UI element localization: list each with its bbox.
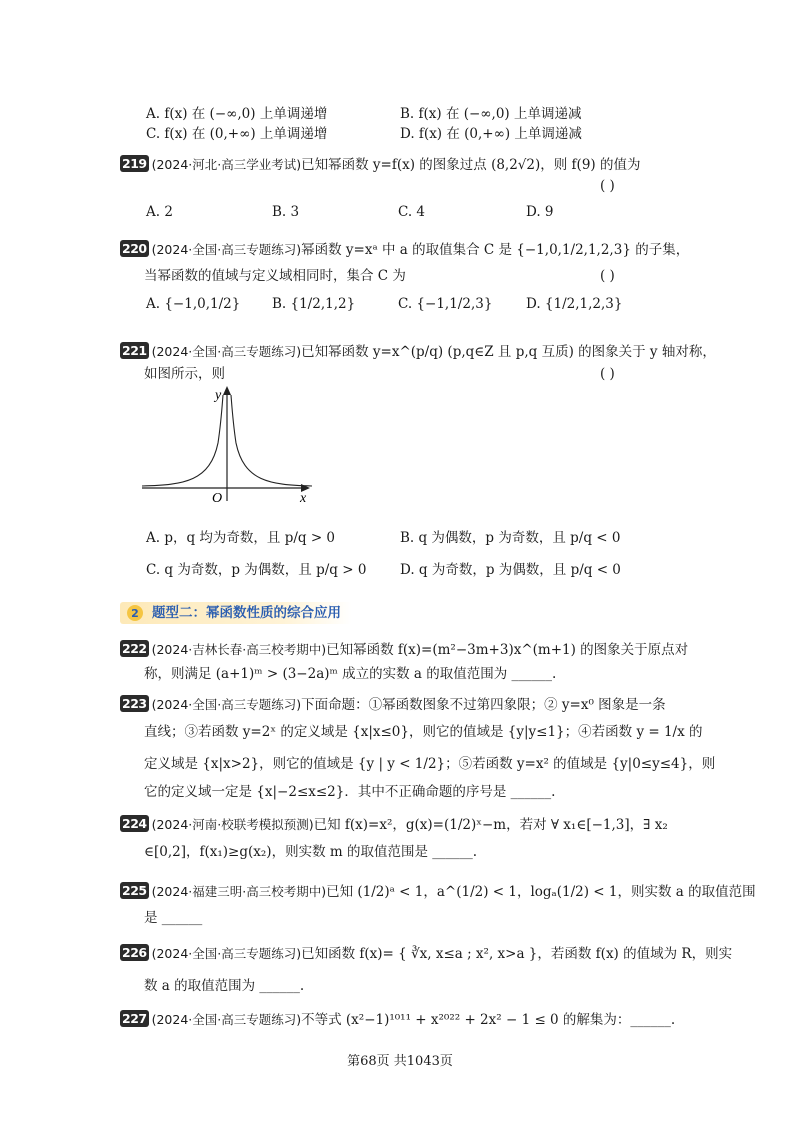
q220-option-a: A. {−1,0,1/2} xyxy=(146,296,241,312)
q218-option-b: B. f(x) 在 (−∞,0) 上单调递减 xyxy=(400,106,582,122)
question-220 xyxy=(120,240,689,260)
q219-option-b: B. 3 xyxy=(272,204,300,220)
x-axis-label: x xyxy=(300,491,307,503)
power-function-graph xyxy=(140,383,320,503)
question-number: 222 xyxy=(122,641,147,656)
question-text: 已知幂函数 y=f(x) 的图象过点 (8,2√2)，则 f(9) 的值为 xyxy=(301,157,641,173)
question-text: 已知 (1/2)ᵃ < 1，a^(1/2) < 1，logₐ(1/2) < 1，则实数 a 的取值范围 xyxy=(326,884,756,900)
q219-option-a: A. 2 xyxy=(146,204,173,220)
question-number: 225 xyxy=(122,883,147,898)
question-number: 224 xyxy=(122,816,147,831)
section-badge-icon xyxy=(124,603,146,623)
question-text-line2: ∈[0,2]，f(x₁)≥g(x₂)，则实数 m 的取值范围是 ______. xyxy=(144,844,478,860)
question-text-line3: 定义域是 {x|x>2}，则它的值域是 {y | y < 1/2}；⑤若函数 y=x² 的值域是 {y|0≤y≤4}，则 xyxy=(144,756,716,772)
answer-paren: ( ) xyxy=(600,178,615,194)
question-text: 不等式 (x²−1)¹⁰¹¹ + x²⁰²² + 2x² − 1 ≤ 0 的解集为：______. xyxy=(301,1012,676,1028)
question-number: 221 xyxy=(122,343,147,358)
question-source: (2024·河北·高三学业考试) xyxy=(151,157,302,172)
question-source: (2024·全国·高三专题练习) xyxy=(151,946,302,961)
question-text-line2: 如图所示，则 xyxy=(144,366,225,382)
question-text-line2: 数 a 的取值范围为 ______. xyxy=(144,978,305,994)
question-227 xyxy=(120,1010,675,1030)
question-number: 219 xyxy=(122,156,147,171)
section-title: 题型二：幂函数性质的综合应用 xyxy=(152,605,341,621)
curve-right-branch xyxy=(231,395,312,486)
question-source: (2024·全国·高三专题练习) xyxy=(151,697,302,712)
question-number: 227 xyxy=(122,1011,147,1026)
page-footer: 第68页 共1043页 xyxy=(347,1054,453,1069)
question-source: (2024·全国·高三专题练习) xyxy=(151,344,302,359)
answer-paren: ( ) xyxy=(600,268,615,284)
question-text: 已知幂函数 f(x)=(m²−3m+3)x^(m+1) 的图象关于原点对 xyxy=(326,642,689,658)
q221-option-d: D. q 为奇数，p 为偶数，且 p/q < 0 xyxy=(400,562,621,578)
question-source: (2024·福建三明·高三校考期中) xyxy=(151,884,327,899)
q218-option-a: A. f(x) 在 (−∞,0) 上单调递增 xyxy=(146,106,328,122)
q220-option-d: D. {1/2,1,2,3} xyxy=(526,296,623,312)
question-text: 已知幂函数 y=x^(p/q) (p,q∈Z 且 p,q 互质) 的图象关于 y 轴对称， xyxy=(301,344,716,360)
q219-option-c: C. 4 xyxy=(398,204,426,220)
question-source: (2024·全国·高三专题练习) xyxy=(151,242,302,257)
question-224 xyxy=(120,815,668,835)
q221-option-a: A. p，q 均为奇数，且 p/q > 0 xyxy=(146,530,336,546)
q218-option-c: C. f(x) 在 (0,+∞) 上单调递增 xyxy=(146,126,328,142)
question-226 xyxy=(120,944,732,964)
q220-option-b: B. {1/2,1,2} xyxy=(272,296,356,312)
question-text: 已知 f(x)=x²，g(x)=(1/2)ˣ−m，若对 ∀ x₁∈[−1,3]，∃ x₂ xyxy=(313,817,668,833)
question-222 xyxy=(120,640,688,660)
question-text: 下面命题：①幂函数图象不过第四象限；② y=x⁰ 图象是一条 xyxy=(301,697,666,713)
question-text-line2: 直线；③若函数 y=2ˣ 的定义域是 {x|x≤0}，则它的值域是 {y|y≤1}；④若函数 y = 1/x 的 xyxy=(144,724,703,740)
answer-paren: ( ) xyxy=(600,366,615,382)
y-axis-arrow xyxy=(223,386,231,395)
question-source: (2024·河南·校联考模拟预测) xyxy=(151,817,314,832)
question-source: (2024·全国·高三专题练习) xyxy=(151,1012,302,1027)
y-axis-label: y xyxy=(215,388,222,403)
question-221 xyxy=(120,342,716,362)
question-source: (2024·吉林长春·高三校考期中) xyxy=(151,642,327,657)
q219-option-d: D. 9 xyxy=(526,204,554,220)
origin-label: O xyxy=(212,491,223,503)
q221-option-b: B. q 为偶数，p 为奇数，且 p/q < 0 xyxy=(400,530,621,546)
question-number: 220 xyxy=(122,241,147,256)
question-number: 226 xyxy=(122,945,147,960)
question-text: 幂函数 y=xᵃ 中 a 的取值集合 C 是 {−1,0,1/2,1,2,3} 的子集， xyxy=(301,242,690,258)
question-text-line2: 是 ______ xyxy=(144,910,203,926)
question-text: 已知函数 f(x)= { ∛x, x≤a ; x², x>a }，若函数 f(x) 的值域为 R，则实 xyxy=(301,946,733,962)
question-text-line2: 当幂函数的值域与定义域相同时，集合 C 为 xyxy=(144,268,406,284)
q220-option-c: C. {−1,1/2,3} xyxy=(398,296,493,312)
section-badge-number: 2 xyxy=(131,607,139,620)
curve-left-branch xyxy=(142,395,223,486)
question-number: 223 xyxy=(122,696,147,711)
q221-option-c: C. q 为奇数，p 为偶数，且 p/q > 0 xyxy=(146,562,367,578)
question-219 xyxy=(120,155,640,175)
q218-option-d: D. f(x) 在 (0,+∞) 上单调递减 xyxy=(400,126,582,142)
question-text-line2: 称，则满足 (a+1)ᵐ > (3−2a)ᵐ 成立的实数 a 的取值范围为 ______. xyxy=(144,666,557,682)
question-225 xyxy=(120,882,756,902)
question-223 xyxy=(120,695,666,715)
question-text-line4: 它的定义域一定是 {x|−2≤x≤2}．其中不正确命题的序号是 ______. xyxy=(144,784,556,800)
